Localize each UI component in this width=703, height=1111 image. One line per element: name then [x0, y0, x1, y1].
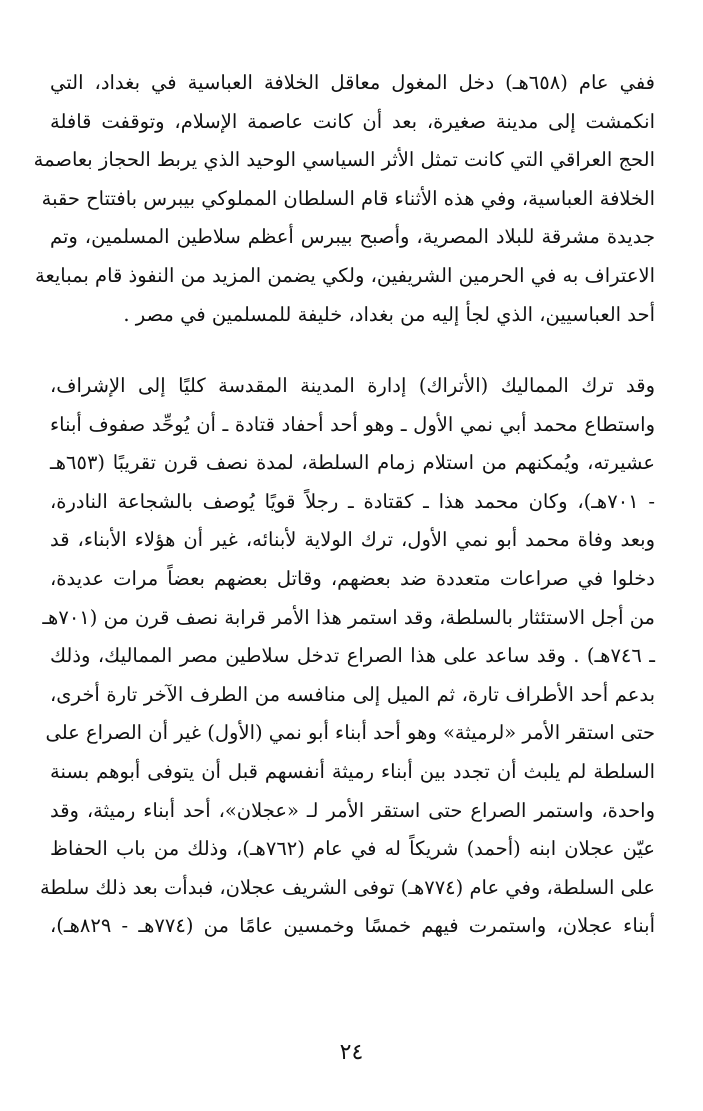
text-line: أحد العباسيين، الذي لجأ إليه من بغداد، خليفة للمسلمين في مصر . [123, 302, 655, 326]
text-line: الاعتراف به في الحرمين الشريفين، ولكي يضمن المزيد من النفوذ قام بمبايعة [35, 263, 655, 287]
text-line: أبناء عجلان، واستمرت فيهم خمسًا وخمسين عامًا من (٧٧٤هـ - ٨٢٩هـ)، [50, 914, 655, 938]
text-line: عيّن عجلان ابنه (أحمد) شريكاً له في عام (٧٦٢هـ)، وذلك من باب الحفاظ [50, 837, 655, 861]
text-line: على السلطة، وفي عام (٧٧٤هـ) توفى الشريف عجلان، فبدأت بعد ذلك سلطة [39, 875, 655, 899]
text-line: حتى استقر الأمر «لرميثة» وهو أحد أبناء أبو نمي (الأول) غير أن الصراع على [45, 721, 655, 745]
text-line: بدعم أحد الأطراف تارة، ثم الميل إلى منافسه من الطرف الآخر تارة أخرى، [50, 682, 655, 706]
text-line: ـ ٧٤٦هـ) . وقد ساعد على هذا الصراع تدخل سلاطين مصر المماليك، وذلك [50, 644, 655, 668]
text-line: دخلوا في صراعات متعددة ضد بعضهم، وقاتل بعضهم بعضاً مرات عديدة، [50, 566, 655, 590]
text-line: الخلافة العباسية، وفي هذه الأثناء قام السلطان المملوكي بيبرس بافتتاح حقبة [41, 186, 655, 210]
text-line: الحج العراقي التي كانت تمثل الأثر السياسي الوحيد الذي يربط الحجاز بعاصمة [33, 148, 655, 172]
paragraph-1 [33, 64, 656, 334]
text-line: - ٧٠١هـ)، وكان محمد هذا ـ كقتادة ـ رجلاً قويًا يُوصف بالشجاعة النادرة، [50, 489, 655, 513]
text-line: من أجل الاستئثار بالسلطة، وقد استمر هذا الأمر قرابة نصف قرن من (٧٠١هـ [42, 605, 655, 629]
text-line: ففي عام (٦٥٨هـ) دخل المغول معاقل الخلافة العباسية في بغداد، التي [50, 71, 656, 94]
paragraph-2 [39, 367, 655, 946]
text-line: عشيرته، ويُمكنهم من استلام زمام السلطة، لمدة نصف قرن تقريبًا (٦٥٣هـ [50, 451, 655, 475]
text-line: واستطاع محمد أبي نمي الأول ـ وهو أحد أحفاد قتادة ـ أن يُوحِّد صفوف أبناء [50, 412, 655, 436]
text-line: انكمشت إلى مدينة صغيرة، بعد أن كانت عاصمة الإسلام، وتوقفت قافلة [50, 109, 655, 133]
page-number: ٢٤ [339, 1040, 364, 1065]
text-line: وقد ترك المماليك (الأتراك) إدارة المدينة المقدسة كليًا إلى الإشراف، [50, 374, 655, 397]
text-line: السلطة لم يلبث أن تجدد بين أبناء رميثة أنفسهم قبل أن يتوفى أبوهم بسنة [50, 759, 655, 783]
text-line: جديدة مشرقة للبلاد المصرية، وأصبح بيبرس أعظم سلاطين المسلمين، وتم [50, 225, 655, 249]
text-line: واحدة، واستمر الصراع حتى استقر الأمر لـ «عجلان»، أحد أبناء رميثة، وقد [50, 798, 655, 822]
text-line: وبعد وفاة محمد أبو نمي الأول، ترك الولاية لأبنائه، غير أن هؤلاء الأبناء، قد [50, 528, 655, 552]
